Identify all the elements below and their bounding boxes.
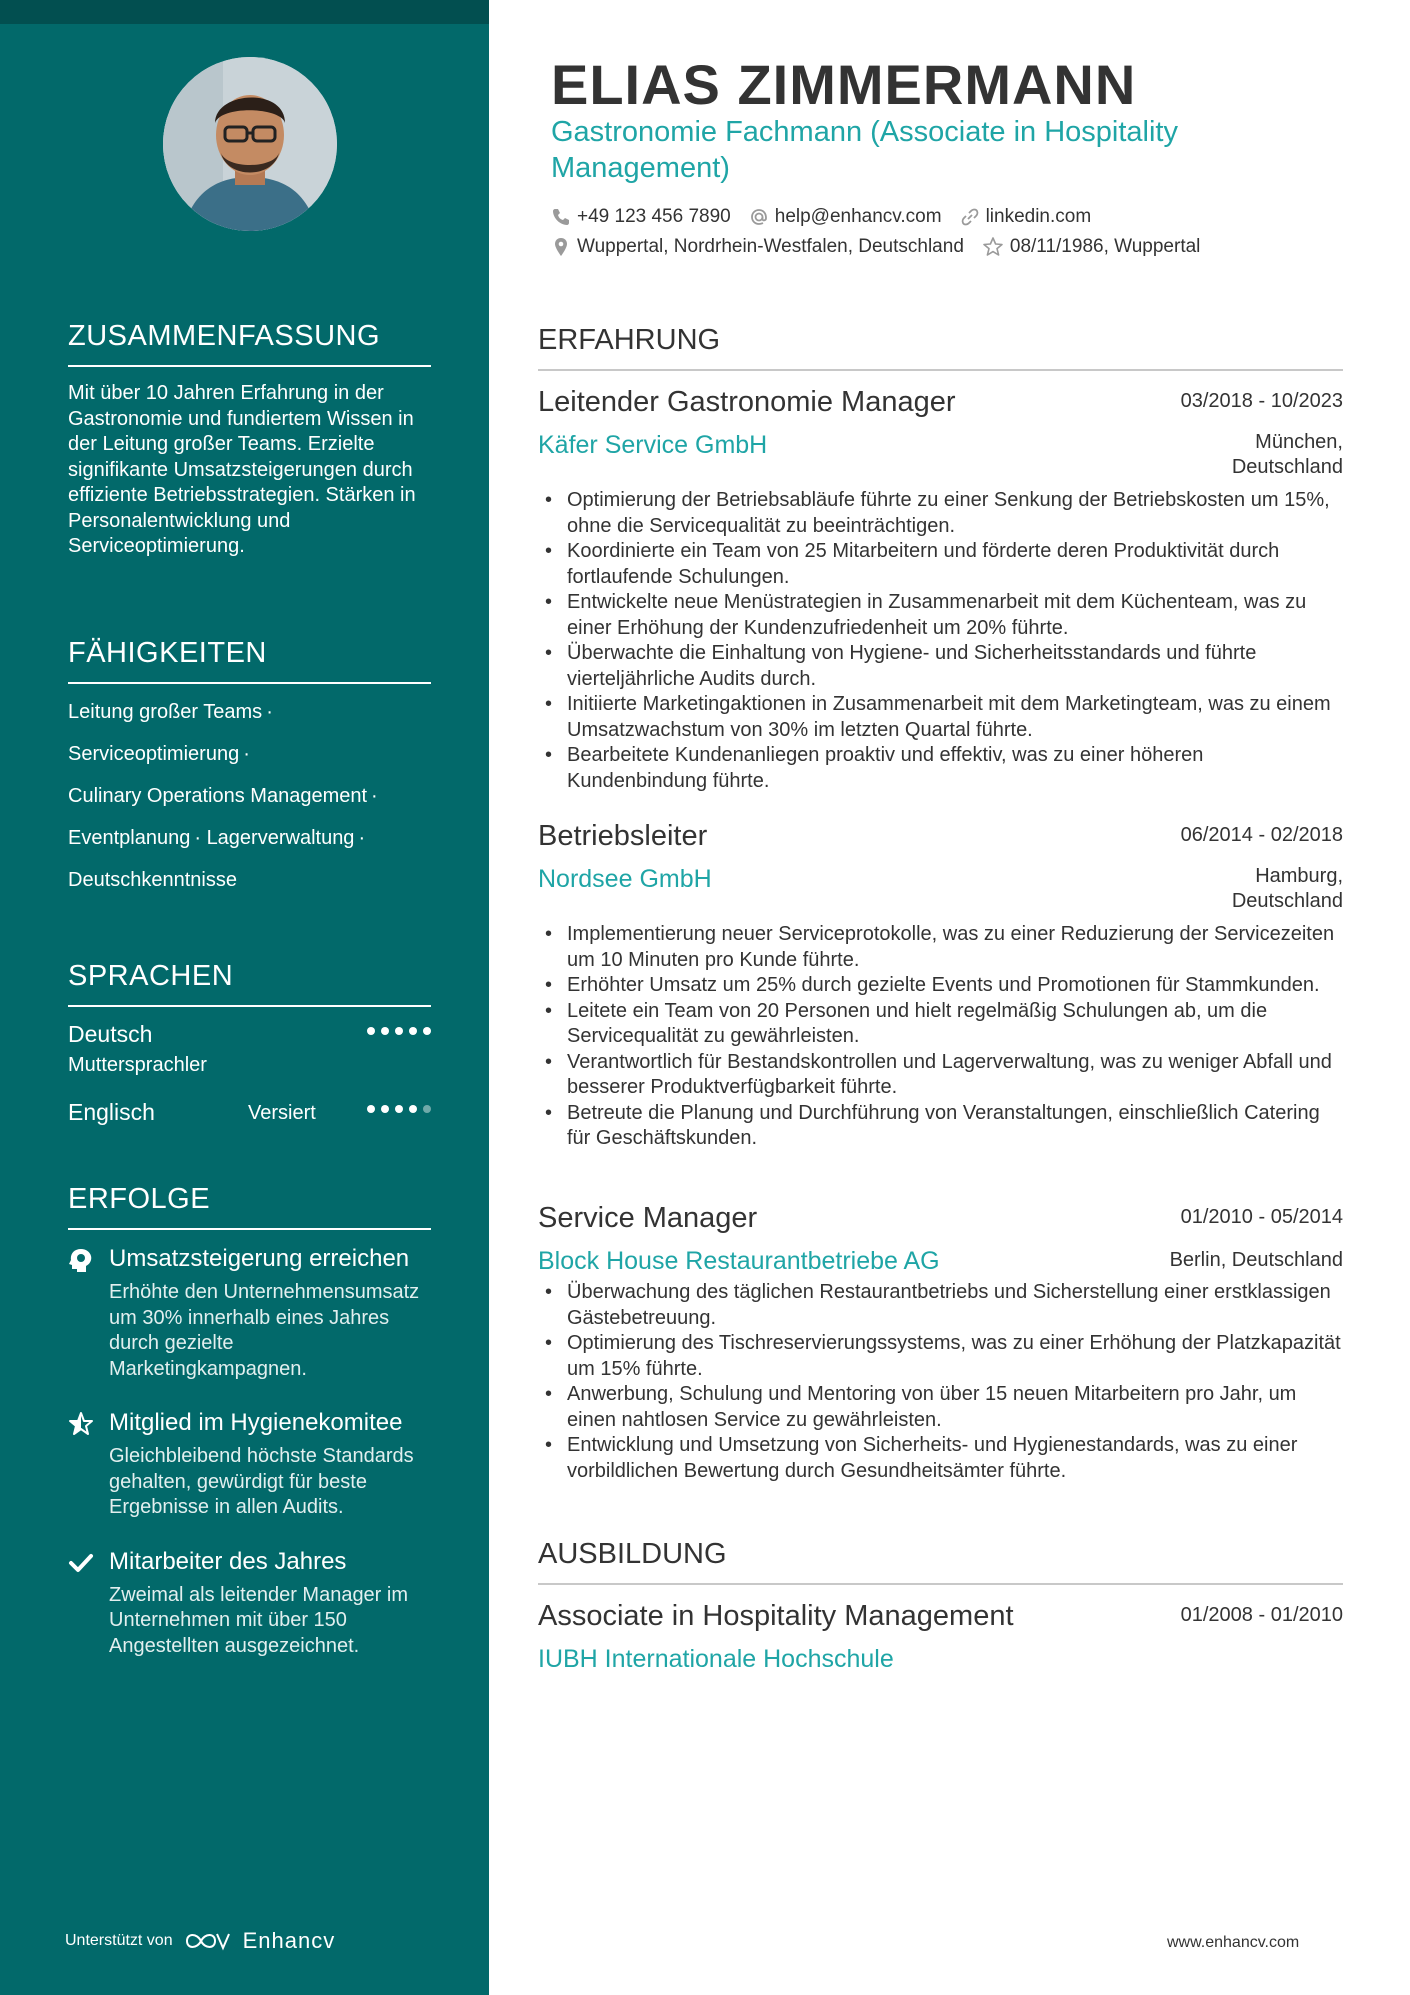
skill-label: Eventplanung <box>68 827 191 849</box>
job-bullet: • Entwickelte neue Menüstrategien in Zusammenarbeit mit dem Küchenteam, was zu einer Erhöhung der Kundenzufriedenheit um 20% führte. <box>538 590 1343 641</box>
experience-heading: ERFAHRUNG <box>538 324 1343 371</box>
language-name: Englisch <box>68 1099 155 1125</box>
checkmark-icon <box>68 1550 94 1576</box>
skill-separator: · <box>243 743 250 765</box>
education-dates: 01/2008 - 01/2010 <box>1180 1604 1343 1626</box>
rating-dot <box>381 1105 389 1113</box>
job-location-line: München, <box>1255 431 1343 453</box>
job-title: Betriebsleiter <box>538 820 708 852</box>
job-entry <box>538 386 1343 794</box>
rating-dot <box>409 1105 417 1113</box>
skill-item <box>68 698 431 726</box>
education-entry <box>538 1600 1343 1674</box>
job-bullet: • Verantwortlich für Bestandskontrollen und Lagerverwaltung, was zu weniger Abfall und besserer Produktverfügbarkeit führte. <box>538 1050 1343 1101</box>
education-school: IUBH Internationale Hochschule <box>538 1645 894 1673</box>
location-pin-icon <box>551 237 571 257</box>
job-company: Block House Restaurantbetriebe AG <box>538 1247 940 1275</box>
rating-dot <box>423 1027 431 1035</box>
achievement-title: Mitarbeiter des Jahres <box>109 1547 347 1575</box>
at-icon <box>749 207 769 227</box>
job-title: Service Manager <box>538 1202 758 1234</box>
job-entry <box>538 820 1343 1152</box>
skill-label: Culinary Operations Management <box>68 785 368 807</box>
link-text[interactable]: linkedin.com <box>985 206 1092 227</box>
phone-text: +49 123 456 7890 <box>577 206 731 227</box>
skill-item <box>68 740 431 768</box>
contact-link[interactable] <box>960 206 1092 228</box>
job-title: Leitender Gastronomie Manager <box>538 386 956 418</box>
skill-label: Serviceoptimierung <box>68 743 240 765</box>
powered-by-label: Unterstützt von <box>65 1932 173 1949</box>
job-dates: 01/2010 - 05/2014 <box>1180 1206 1343 1228</box>
job-location-line: Deutschland <box>1231 456 1343 478</box>
job-bullet: • Erhöhter Umsatz um 25% durch gezielte Events und Promotionen für Stammkunden. <box>538 973 1343 999</box>
achievement-title: Mitglied im Hygienekomitee <box>109 1409 403 1436</box>
avatar-photo <box>163 57 337 231</box>
job-bullet: • Überwachung des täglichen Restaurantbetriebs und Sicherstellung einer erstklassigen Gästebetreuung. <box>538 1280 1343 1331</box>
job-bullet: • Entwicklung und Umsetzung von Sicherheits- und Hygienestandards, was zu einer vorbildlichen Bewertung durch Gesundheitsämter führte. <box>538 1433 1343 1484</box>
language-level: Versiert <box>248 1102 316 1124</box>
head-bulb-icon <box>68 1247 94 1273</box>
skill-separator: · <box>266 701 273 723</box>
language-level: Muttersprachler <box>68 1054 207 1076</box>
job-bullet: • Initiierte Marketingaktionen in Zusammenarbeit mit dem Marketingteam, was zu einem Umsatzwachstum von 30% im letzten Quartal führte. <box>538 692 1343 743</box>
job-location-line: Hamburg, <box>1255 865 1343 887</box>
job-location-line: Deutschland <box>1231 890 1343 912</box>
job-bullets <box>538 488 1343 794</box>
skill-separator: · <box>358 827 366 849</box>
candidate-name: ELIAS ZIMMERMANN <box>551 53 1137 116</box>
contact-row <box>551 236 1218 258</box>
language-rating <box>367 1105 431 1113</box>
contact-row <box>551 206 1109 228</box>
skill-label: Leitung großer Teams <box>68 701 263 723</box>
contact-birth <box>982 236 1201 258</box>
skill-item <box>68 824 431 852</box>
rating-dot <box>423 1105 431 1113</box>
rating-dot <box>395 1105 403 1113</box>
achievement-title: Umsatzsteigerung erreichen <box>109 1245 410 1272</box>
achievement-description: Zweimal als leitender Manager im Unternehmen mit über 150 Angestellten ausgezeichnet. <box>109 1583 409 1657</box>
enhancv-logo-icon <box>185 1930 231 1952</box>
job-bullet: • Optimierung der Betriebsabläufe führte zu einer Senkung der Betriebskosten um 15%, ohne die Servicequalität zu beeinträchtigen. <box>538 488 1343 539</box>
achievement-item <box>68 1244 431 1382</box>
rating-dot <box>409 1027 417 1035</box>
powered-by <box>65 1928 335 1954</box>
birth-text: 08/11/1986, Wuppertal <box>1009 236 1201 257</box>
languages-section <box>68 960 431 1169</box>
language-rating <box>367 1027 431 1035</box>
skill-separator: · <box>371 785 378 807</box>
rating-dot <box>367 1105 375 1113</box>
job-bullet: • Anwerbung, Schulung und Mentoring von über 15 neuen Mitarbeitern pro Jahr, um einen nahtlosen Service zu gewährleisten. <box>538 1382 1343 1433</box>
achievement-description: Erhöhte den Unternehmensumsatz um 30% innerhalb eines Jahres durch gezielte Marketingkampagnen. <box>109 1281 420 1380</box>
summary-section <box>68 320 431 560</box>
job-bullet: • Optimierung des Tischreservierungssystems, was zu einer Erhöhung der Platzkapazität um 15% führte. <box>538 1331 1343 1382</box>
star-half-icon <box>68 1411 94 1437</box>
contact-email[interactable] <box>749 206 942 228</box>
job-dates: 06/2014 - 02/2018 <box>1180 824 1343 846</box>
achievement-item <box>68 1408 431 1521</box>
link-icon <box>960 207 980 227</box>
rating-dot <box>395 1027 403 1035</box>
phone-icon <box>551 207 571 227</box>
skill-item <box>68 866 431 894</box>
job-bullets <box>538 922 1343 1152</box>
job-bullet: • Koordinierte ein Team von 25 Mitarbeitern und förderte deren Produktivität durch fortlaufende Schulungen. <box>538 539 1343 590</box>
achievements-section <box>68 1183 431 1685</box>
job-bullet: • Implementierung neuer Serviceprotokolle, was zu einer Reduzierung der Servicezeiten um 10 Minuten pro Kunde führte. <box>538 922 1343 973</box>
email-text[interactable]: help@enhancv.com <box>774 206 942 227</box>
skill-separator: · <box>194 827 201 849</box>
achievements-heading: ERFOLGE <box>68 1183 431 1230</box>
education-heading: AUSBILDUNG <box>538 1538 1343 1585</box>
skills-heading: FÄHIGKEITEN <box>68 637 431 684</box>
rating-dot <box>381 1027 389 1035</box>
language-row <box>68 1021 431 1099</box>
job-location <box>1232 864 1343 914</box>
job-location <box>1232 430 1343 480</box>
language-row <box>68 1099 431 1169</box>
job-location-line: Berlin, Deutschland <box>1169 1249 1343 1271</box>
skills-section <box>68 637 431 908</box>
summary-heading: ZUSAMMENFASSUNG <box>68 320 431 367</box>
powered-by-brand: Enhancv <box>242 1928 336 1953</box>
job-bullet: • Überwachte die Einhaltung von Hygiene- und Sicherheitsstandards und führte vierteljährliche Audits durch. <box>538 641 1343 692</box>
location-text: Wuppertal, Nordrhein-Westfalen, Deutschland <box>577 236 964 257</box>
job-bullet: • Betreute die Planung und Durchführung von Veranstaltungen, einschließlich Catering für Geschäftskunden. <box>538 1101 1343 1152</box>
contact-location <box>551 236 964 258</box>
education-degree: Associate in Hospitality Management <box>538 1600 1014 1632</box>
achievement-description: Gleichbleibend höchste Standards gehalten, gewürdigt für beste Ergebnisse in allen Audits. <box>109 1445 414 1518</box>
summary-text: Mit über 10 Jahren Erfahrung in der Gastronomie und fundiertem Wissen in der Leitung großer Teams. Erzielte signifikante Umsatzsteigerungen durch effiziente Betriebsstrategien. Stärken in Personalentwicklung und Serviceoptimierung. <box>68 382 416 557</box>
skill-item <box>68 782 431 810</box>
contact-phone <box>551 206 731 228</box>
footer-url[interactable]: www.enhancv.com <box>1167 1934 1300 1951</box>
job-location <box>1170 1248 1343 1273</box>
sidebar <box>0 0 489 1995</box>
rating-dot <box>367 1027 375 1035</box>
avatar <box>163 57 337 231</box>
job-bullet: • Leitete ein Team von 20 Personen und hielt regelmäßig Schulungen ab, um die Servicequalität zu gewährleisten. <box>538 999 1343 1050</box>
language-name: Deutsch <box>68 1021 153 1047</box>
candidate-title: Gastronomie Fachmann (Associate in Hospitality Management) <box>551 116 1178 184</box>
job-entry <box>538 1202 1343 1484</box>
star-icon <box>982 236 1004 258</box>
skill-label: Deutschkenntnisse <box>68 869 237 891</box>
job-dates: 03/2018 - 10/2023 <box>1180 390 1343 412</box>
languages-heading: SPRACHEN <box>68 960 431 1007</box>
achievement-item <box>68 1547 431 1660</box>
job-company: Nordsee GmbH <box>538 865 712 893</box>
job-company: Käfer Service GmbH <box>538 431 768 459</box>
sidebar-top-strip <box>0 0 489 24</box>
skill-label: Lagerverwaltung <box>206 827 355 849</box>
job-bullet: • Bearbeitete Kundenanliegen proaktiv und effektiv, was zu einer höheren Kundenbindung führte. <box>538 743 1343 794</box>
job-bullets <box>538 1280 1343 1484</box>
